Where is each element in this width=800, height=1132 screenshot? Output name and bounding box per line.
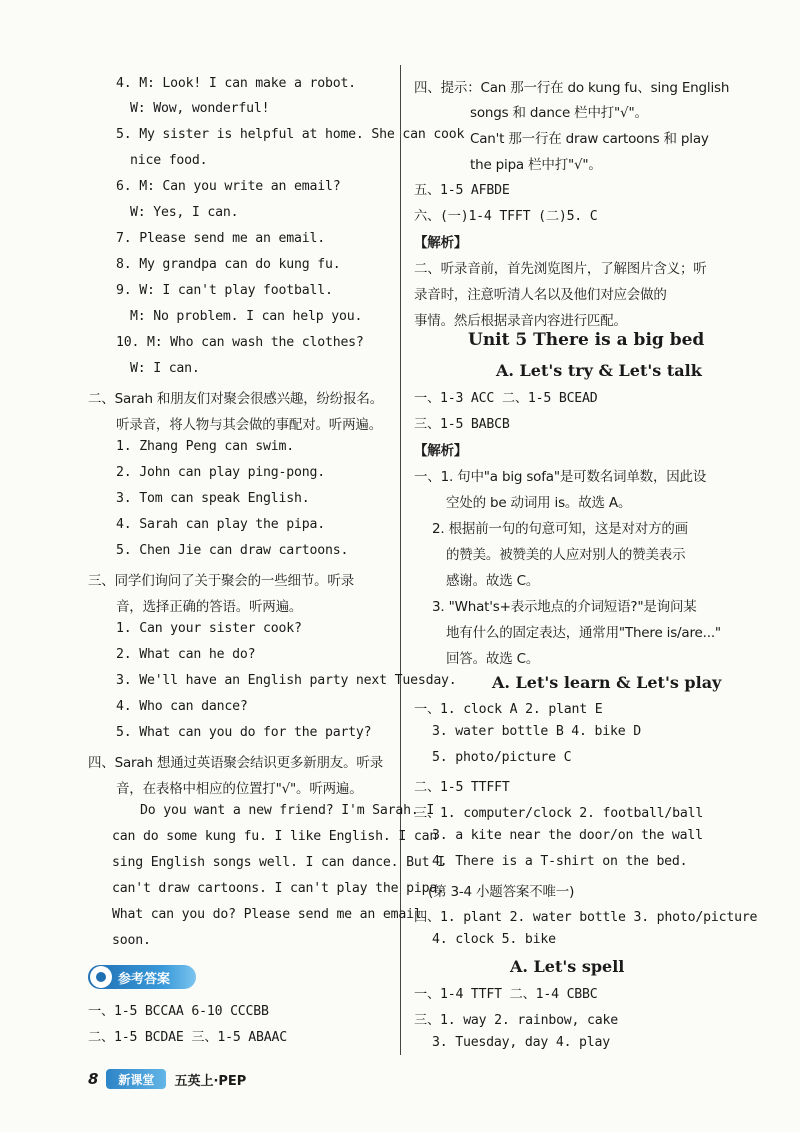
text-line: W: Yes, I can.	[130, 205, 239, 220]
text-line: 四、提示：Can 那一行在 do kung fu、sing English	[414, 80, 730, 96]
text-line: 事情。然后根据录音内容进行匹配。	[414, 313, 627, 329]
text-line: can't draw cartoons. I can't play the pipa.	[112, 881, 445, 896]
text-line: 2. What can he do?	[116, 647, 256, 662]
text-line: 音，在表格中相应的位置打"√"。听两遍。	[116, 781, 363, 797]
page-number: 8	[88, 1070, 99, 1088]
answer-key-badge	[88, 965, 196, 989]
text-line: 二、1-5 TTFFT	[414, 780, 510, 795]
text-line: 2. 根据前一句的句意可知，这是对对方的画	[432, 521, 688, 537]
page-footer	[88, 1066, 246, 1092]
text-line: 3. water bottle B 4. bike D	[432, 724, 641, 739]
text-line: 3. Tuesday, day 4. play	[432, 1035, 611, 1050]
text-line: nice food.	[130, 153, 208, 168]
text-line: 一、1-3 ACC 二、1-5 BCEAD	[414, 391, 598, 406]
section-heading: A. Let's try & Let's talk	[496, 361, 702, 380]
text-line: 1. Zhang Peng can swim.	[116, 439, 295, 454]
text-line: What can you do? Please send me an email	[112, 907, 422, 922]
book-label: 五英上·PEP	[174, 1073, 247, 1089]
text-line: 5. Chen Jie can draw cartoons.	[116, 543, 349, 558]
text-line: 3. a kite near the door/on the wall	[432, 828, 703, 843]
text-line: M: No problem. I can help you.	[130, 309, 363, 324]
unit-title: Unit 5 There is a big bed	[468, 330, 705, 350]
text-line: 回答。故选 C。	[446, 651, 540, 667]
text-line: 3. We'll have an English party next Tuesday.	[116, 673, 457, 688]
section-heading: A. Let's spell	[510, 957, 625, 976]
analysis-label: 【解析】	[414, 235, 468, 251]
text-line: Do you want a new friend? I'm Sarah. I	[140, 803, 435, 818]
text-line: 五、1-5 AFBDE	[414, 183, 510, 198]
text-line: 录音时，注意听清人名以及他们对应会做的	[414, 287, 667, 303]
text-line: 地有什么的固定表达，通常用"There is/are..."	[446, 625, 721, 641]
text-line: 感谢。故选 C。	[446, 573, 540, 589]
text-line: 三、1-5 BABCB	[414, 417, 510, 432]
text-line: 4. Sarah can play the pipa.	[116, 517, 325, 532]
text-line: 9. W: I can't play football.	[116, 283, 333, 298]
section-heading: A. Let's learn & Let's play	[492, 673, 722, 692]
text-line: 四、1. plant 2. water bottle 3. photo/picture	[414, 910, 758, 925]
badge-label: 参考答案	[118, 971, 171, 987]
text-line: 5. What can you do for the party?	[116, 725, 372, 740]
text-line: 听录音，将人物与其会做的事配对。听两遍。	[116, 417, 382, 433]
text-line: 一、1. 句中"a big sofa"是可数名词单数，因此设	[414, 469, 707, 485]
text-line: 8. My grandpa can do kung fu.	[116, 257, 341, 272]
text-line: 10. M: Who can wash the clothes?	[116, 335, 364, 350]
text-line: W: I can.	[130, 361, 200, 376]
text-line: (第 3-4 小题答案不唯一)	[428, 884, 575, 900]
question-heading: 二、Sarah 和朋友们对聚会很感兴趣，纷纷报名。	[88, 391, 384, 407]
text-line: 三、1. way 2. rainbow, cake	[414, 1013, 618, 1028]
text-line: 三、1. computer/clock 2. football/ball	[414, 806, 704, 821]
text-line: 7. Please send me an email.	[116, 231, 325, 246]
question-heading: 四、Sarah 想通过英语聚会结识更多新朋友。听录	[88, 755, 384, 771]
text-line: can do some kung fu. I like English. I can	[112, 829, 438, 844]
text-line: 6. M: Can you write an email?	[116, 179, 341, 194]
answer-line: 一、1-5 BCCAA 6-10 CCCBB	[88, 1004, 269, 1019]
text-line: 空处的 be 动词用 is。故选 A。	[446, 495, 632, 511]
text-line: sing English songs well. I can dance. But I	[112, 855, 445, 870]
text-line: 2. John can play ping-pong.	[116, 465, 325, 480]
text-line: 3. "What's+表示地点的介词短语?"是询问某	[432, 599, 697, 615]
text-line: the pipa 栏中打"√"。	[470, 157, 602, 173]
text-line: soon.	[112, 933, 151, 948]
text-line: 4. There is a T-shirt on the bed.	[432, 854, 688, 869]
text-line: 5. My sister is helpful at home. She can cook	[116, 127, 465, 142]
text-line: Can't 那一行在 draw cartoons 和 play	[470, 131, 709, 147]
series-logo: 新课堂	[106, 1069, 166, 1089]
text-line: 的赞美。被赞美的人应对别人的赞美表示	[446, 547, 686, 563]
text-line: 3. Tom can speak English.	[116, 491, 310, 506]
question-heading: 三、同学们询问了关于聚会的一些细节。听录	[88, 573, 354, 589]
text-line: 1. Can your sister cook?	[116, 621, 302, 636]
text-line: 一、1. clock A 2. plant E	[414, 702, 603, 717]
text-line: 音，选择正确的答语。听两遍。	[116, 599, 303, 615]
text-line: 4. clock 5. bike	[432, 932, 556, 947]
text-line: 4. M: Look! I can make a robot.	[116, 76, 356, 91]
text-line: W: Wow, wonderful!	[130, 101, 270, 116]
text-line: 一、1-4 TTFT 二、1-4 CBBC	[414, 987, 598, 1002]
text-line: 六、(一)1-4 TFFT (二)5. C	[414, 209, 598, 224]
badge-circle-icon	[90, 966, 112, 988]
text-line: 二、听录音前，首先浏览图片，了解图片含义；听	[414, 261, 707, 277]
text-line: songs 和 dance 栏中打"√"。	[470, 105, 648, 121]
text-line: 4. Who can dance?	[116, 699, 248, 714]
analysis-label: 【解析】	[414, 443, 468, 459]
text-line: 5. photo/picture C	[432, 750, 572, 765]
answer-line: 二、1-5 BCDAE 三、1-5 ABAAC	[88, 1030, 288, 1045]
